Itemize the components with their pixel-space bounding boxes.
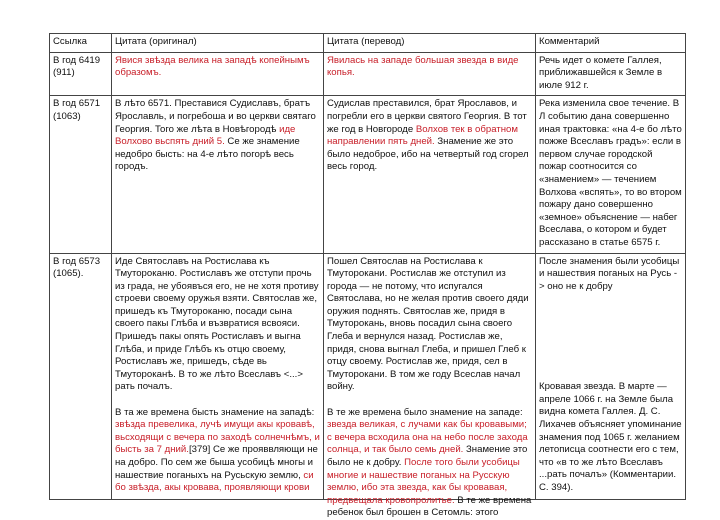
comment-paragraph: После знамения были усобицы и нашествия поганых на Русь -> оно не к добру — [539, 255, 680, 292]
original-text: В та же времена бысть знамение на западѣ: — [115, 406, 315, 418]
translation-highlight: После того были усобицы многие и нашествие поганых на Русскую землю, ибо эта звезда, как бы кровавая, предвещала кровопролитье. — [327, 457, 520, 506]
comment-paragraph: Кровавая звезда. В марте — апреле 1066 г. на Земле была видна комета Галлея. Д. С. Лихачев объясняет упоминание знамения под 1065 г. желанием летописца соотнести его с тем, что «в то же лѣто Всеславъ ...рать почалъ» (Комментарии. С. 394). — [539, 381, 682, 494]
comment-cell — [536, 253, 686, 499]
original-cell — [112, 52, 324, 96]
original-text: В лѣто 6571. Преставися Судиславъ, братъ Ярославль, и погребоша и во церкви святаго Георгия. Того же лѣта в Новѣгородѣ — [115, 98, 316, 135]
header-original: Цитата (оригинал) — [112, 34, 324, 53]
original-cell — [112, 96, 324, 253]
translation-text: Судислав преставился, брат Ярославов, и погребли его в церкви святого Георгия. В тот же год в Новгороде — [327, 98, 527, 135]
comment-cell: Река изменила свое течение. В Л событию дана совершенно иная трактовка: «на 4-е бо лѣто пожже Всеславъ градъ»: если в первом случае городской пожар соотносится со «знамением» — течением Волхова «вспять», то во втором пожару дано совершенно «земное» объяснение — набег Всеслава, о котором и будет рассказано в статье 6575 г. — [536, 96, 686, 253]
comment-cell: Речь идет о комете Галлея, приближавшейся к Земле в июле 912 г. — [536, 52, 686, 96]
original-text: Явися звѣзда велика на западѣ копейнымъ образомъ. — [115, 54, 310, 79]
table-row — [50, 52, 686, 96]
translation-cell-content — [327, 255, 532, 519]
ref-cell: В год 6571 (1063) — [50, 96, 112, 253]
translation-cell — [324, 96, 536, 253]
translation-highlight: звезда великая, с лучами как бы кровавыми; с вечера всходила она на небо после захода солнца, и так было семь дней. — [327, 419, 528, 456]
original-cell-content — [115, 256, 320, 496]
original-text: Се же знамение недобро бысть: на 4-е лѣто погорѣ весь городъ. — [115, 136, 300, 173]
translation-text: Знамение же это было недоброе, ибо на четвертый год сгорел весь город. — [327, 136, 529, 173]
original-cell — [112, 253, 324, 499]
translation-paragraph: Пошел Святослав на Ростислава к Тмуторокани. Ростислав же отступил из города — не потому, что испугался Святослава, но не желая против своего дяди оружия поднять. Святослав же, придя в Тмуторокань, вновь посадил сына своего Глеба и вернулся назад. Ростислав же, придя, снова выгнал Глеба, и пришел Глеб к отцу своему. Ростислав же, придя, сел в Тмуторокани. В том же году Всеслав начал войну. — [327, 255, 529, 393]
table-row — [50, 253, 686, 499]
translation-text: В те же времена ребенок был брошен в Сетомль: этого — [327, 494, 532, 519]
original-highlight: си бо звѣзда, акы кровава, проявляющи крови — [115, 469, 314, 494]
comment-cell-content — [539, 256, 682, 496]
translation-highlight: Волхов тек в обратном направлении пять дней. — [327, 123, 518, 148]
header-row — [50, 34, 686, 53]
header-ref: Ссылка — [50, 34, 112, 53]
header-translation: Цитата (перевод) — [324, 34, 536, 53]
translation-text: Явилась на западе большая звезда в виде копья. — [327, 54, 519, 79]
original-paragraph: Иде Святославъ на Ростислава къ Тмутороканю. Ростиславъ же отступи прочь из града, не убоявъся его, не не хотя противу строеви своему оружья взяти. Святослав же, пришедъ къ Тмутороканю, посади сына своего пакы Глѣба и възвратися всвояси. Пришедъ пакы опять Ростиславъ и выгна Глѣба, и приде Глѣбъ къ отцю своему, Ростиславъ же, пришедъ, сѣде вь Тмутороканѣ. В то же лѣто Всеславъ <...> рать почалъ. — [115, 255, 319, 393]
original-text: [379] Се же прояввляющи не на добро. По сем же быша усобицѣ многы и нашествие поганыхъ на Русьскую землю, — [115, 444, 318, 481]
chronicle-table — [49, 33, 686, 519]
translation-cell — [324, 52, 536, 96]
translation-cell — [324, 253, 536, 519]
ref-cell: В год 6419 (911) — [50, 52, 112, 96]
translation-text: В те же времена было знамение на западе: — [327, 406, 523, 418]
header-comment: Комментарий — [536, 34, 686, 53]
table-row — [50, 96, 686, 253]
original-highlight: звѣзда превелика, лучѣ имущи акы кровавѣ, вьсходящи с вечера по заходѣ солнечнѣмъ, и бысть за 7 дний. — [115, 419, 320, 456]
original-highlight: иде Волхово вьспять дний 5. — [115, 123, 296, 148]
translation-text: Знамение это было не к добру. — [327, 444, 528, 468]
ref-cell: В год 6573 (1065). — [50, 253, 112, 499]
